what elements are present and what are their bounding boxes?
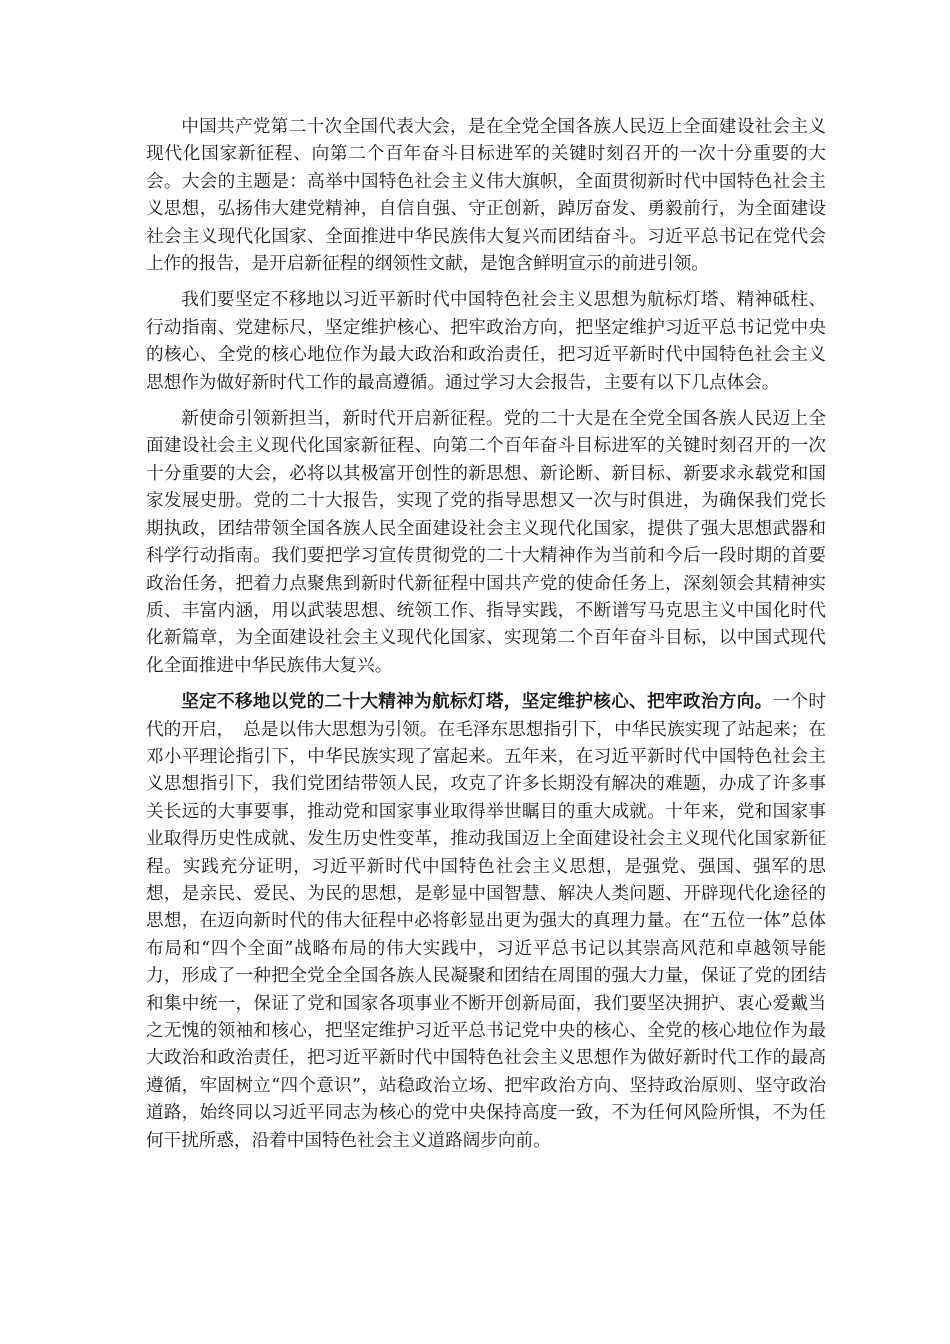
- paragraph-2-text: 我们要坚定不移地以习近平新时代中国特色社会主义思想为航标灯塔、精神砥柱、行动指南、党建标尺，坚定维护核心、把牢政治方向，把坚定维护习近平总书记党中央的核心、全党的核心地位作为最大政治和政治责任，把习近平新时代中国特色社会主义思想作为做好新时代工作的最高遵循。通过学习大会报告，主要有以下几点体会。: [146, 290, 826, 393]
- paragraph-1-text: 中国共产党第二十次全国代表大会，是在全党全国各族人民迈上全面建设社会主义现代化国家新征程、向第二个百年奋斗目标进军的关键时刻召开的一次十分重要的大会。大会的主题是：高举中国特色社会主义伟大旗帜，全面贯彻新时代中国特色社会主义思想，弘扬伟大建党精神，自信自强、守正创新，踔厉奋发、勇毅前行，为全面建设社会主义现代化国家、全面推进中华民族伟大复兴而团结奋斗。习近平总书记在党代会上作的报告，是开启新征程的纲领性文献，是饱含鲜明宣示的前进引领。: [146, 117, 826, 275]
- paragraph-4-text: 一个时代的开启， 总是以伟大思想为引领。在毛泽东思想指引下，中华民族实现了站起来；在邓小平理论指引下，中华民族实现了富起来。五年来，在习近平新时代中国特色社会主义思想指引下，我们党团结带领人民，攻克了许多长期没有解决的难题，办成了许多事关长远的大事要事，推动党和国家事业取得举世瞩目的重大成就。十年来，党和国家事业取得历史性成就、发生历史性变革，推动我国迈上全面建设社会主义现代化国家新征程。实践充分证明，习近平新时代中国特色社会主义思想，是强党、强国、强军的思想，是亲民、爱民、为民的思想，是彰显中国智慧、解决人类问题、开辟现代化途径的思想，在迈向新时代的伟大征程中必将彰显出更为强大的真理力量。在“五位一体”总体布局和“四个全面”战略布局的伟大实践中，习近平总书记以其崇高风范和卓越领导能力，形成了一种把全党全全国各族人民凝聚和团结在周围的强大力量，保证了党的团结和集中统一，保证了党和国家各项事业不断开创新局面，我们要坚决拥护、衷心爱戴当之无愧的领袖和核心，把坚定维护习近平总书记党中央的核心、全党的核心地位作为最大政治和政治责任，把习近平新时代中国特色社会主义思想作为做好新时代工作的最高遵循，牢固树立“四个意识”，站稳政治立场、把牢政治方向、坚持政治原则、坚守政治道路，始终同以习近平同志为核心的党中央保持高度一致，不为任何风险所惧，不为任何干扰所惑，沿着中国特色社会主义道路阔步向前。: [146, 692, 826, 1151]
- document-page: [146, 113, 826, 1163]
- paragraph-4-lead: 坚定不移地以党的二十大精神为航标灯塔，坚定维护核心、把牢政治方向。: [181, 691, 773, 713]
- paragraph-2: [146, 286, 826, 397]
- paragraph-4: [146, 688, 826, 1155]
- paragraph-1: [146, 113, 826, 278]
- paragraph-3-text: 新使命引领新担当，新时代开启新征程。党的二十大是在全党全国各族人民迈上全面建设社会主义现代化国家新征程、向第二个百年奋斗目标进军的关键时刻召开的一次十分重要的大会，必将以其极富开创性的新思想、新论断、新目标、新要求永载党和国家发展史册。党的二十大报告，实现了党的指导思想又一次与时俱进，为确保我们党长期执政，团结带领全国各族人民全面建设社会主义现代化国家，提供了强大思想武器和科学行动指南。我们要把学习宣传贯彻党的二十大精神作为当前和今后一段时期的首要政治任务，把着力点聚焦到新时代新征程中国共产党的使命任务上，深刻领会其精神实质、丰富内涵，用以武装思想、统领工作、指导实践，不断谱写马克思主义中国化时代化新篇章，为全面建设社会主义现代化国家、实现第二个百年奋斗目标，以中国式现代化全面推进中华民族伟大复兴。: [146, 409, 826, 676]
- paragraph-3: [146, 405, 826, 680]
